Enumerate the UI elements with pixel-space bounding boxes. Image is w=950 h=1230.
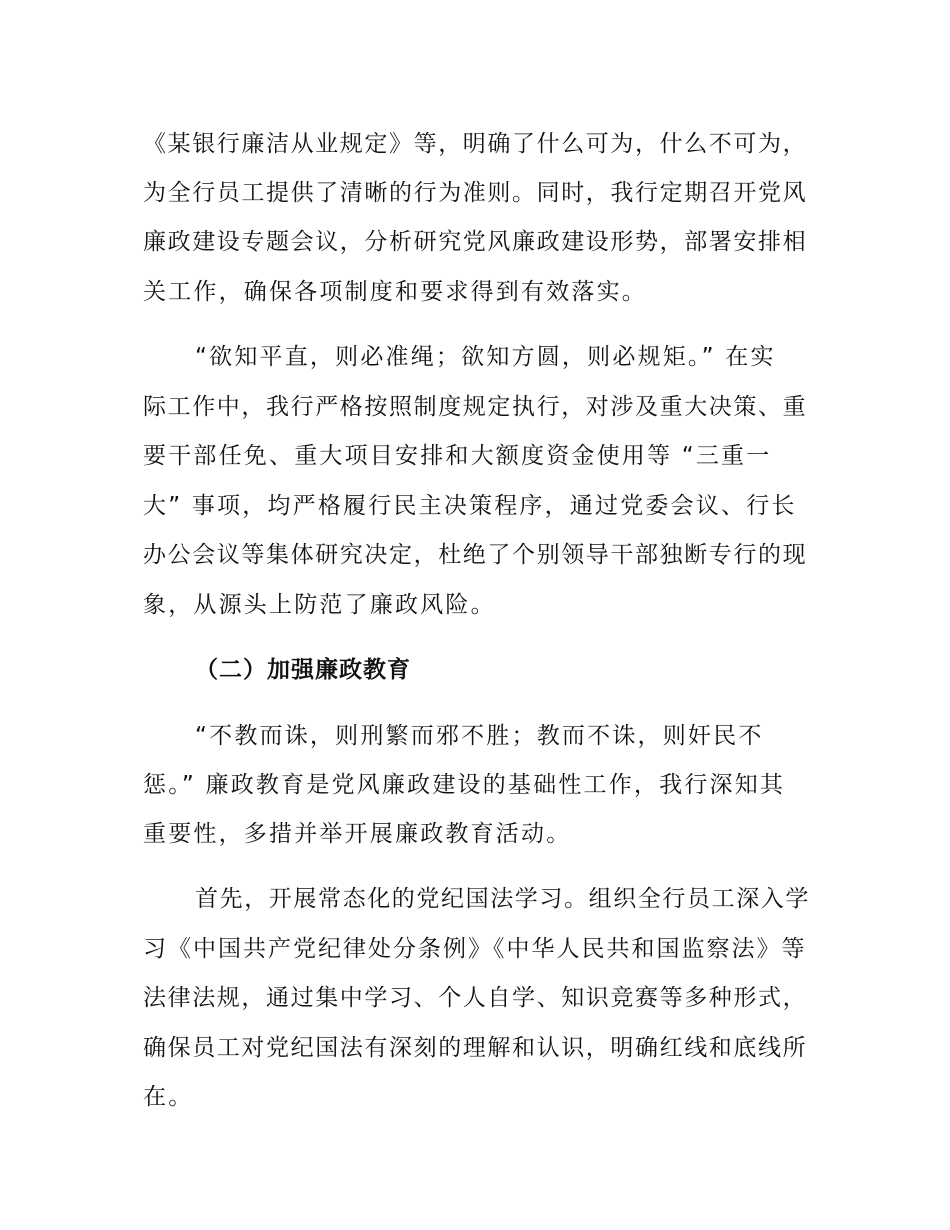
paragraph-line: 重要性，多措并举开展廉政教育活动。 [143, 821, 572, 847]
paragraph-line: “欲知平直，则必准绳；欲知方圆，则必规矩。” 在实 [195, 344, 776, 370]
paragraph-line: 法律法规，通过集中学习、个人自学、知识竞赛等多种形式， [143, 985, 808, 1011]
paragraph-line: 习《中国共产党纪律处分条例》《中华人民共和国监察法》等 [143, 936, 807, 962]
paragraph-line: 为全行员工提供了清晰的行为准则。同时，我行定期召开党风 [143, 180, 808, 206]
paragraph-line: 大” 事项，均严格履行民主决策程序，通过党委会议、行长 [143, 493, 797, 519]
paragraph-line: 《某银行廉洁从业规定》等，明确了什么可为，什么不可为， [143, 131, 808, 157]
paragraph-line: 首先，开展常态化的党纪国法学习。组织全行员工深入学 [195, 886, 810, 912]
paragraph-line: 办公会议等集体研究决定，杜绝了个别领导干部独断专行的现 [143, 542, 808, 568]
paragraph-line: 廉政建设专题会议，分析研究党风廉政建设形势，部署安排相 [143, 229, 808, 255]
paragraph-line: “不教而诛，则刑繁而邪不胜；教而不诛，则奸民不 [195, 723, 764, 749]
paragraph-line: 象，从源头上防范了廉政风险。 [143, 592, 496, 618]
paragraph-line: 惩。” 廉政教育是党风廉政建设的基础性工作，我行深知其 [143, 772, 786, 798]
paragraph-line: 际工作中，我行严格按照制度规定执行，对涉及重大决策、重 [143, 394, 808, 420]
paragraph-line: 关工作，确保各项制度和要求得到有效落实。 [143, 279, 647, 305]
paragraph-line: 要干部任免、重大项目安排和大额度资金使用等 “三重一 [143, 443, 772, 469]
paragraph-line: 确保员工对党纪国法有深刻的理解和认识，明确红线和底线所 [143, 1035, 808, 1061]
paragraph-line: 在。 [143, 1084, 194, 1110]
section-heading: （二）加强廉政教育 [195, 657, 411, 683]
